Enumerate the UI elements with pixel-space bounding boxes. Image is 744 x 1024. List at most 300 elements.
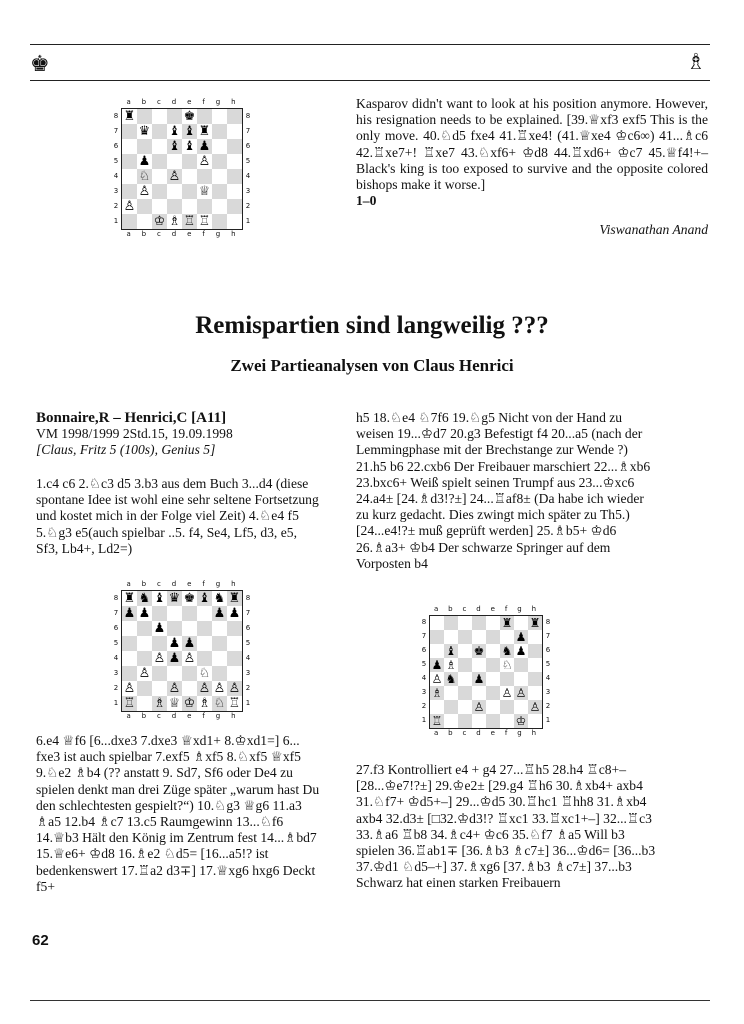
board-square	[152, 169, 167, 184]
file-label: c	[462, 729, 467, 737]
board-square	[227, 169, 242, 184]
rank-label: 3	[113, 186, 119, 195]
file-label: g	[215, 98, 221, 106]
file-label: e	[490, 605, 495, 613]
board-square	[486, 616, 500, 630]
left-paragraph-2: 6.e4 ♕f6 [6...dxe3 7.dxe3 ♕xd1+ 8.♔xd1=] 6... fxe3 ist auch spielbar 7.exf5 ♗xf5 8.♘xf5 ♕xf5 9.♘e2 ♗b4 (?? anstatt 9. Sd7, Sf6 oder De4 zu spielen denkt man drei Züge später „warum hast Du den schlechtesten gespielt?“) 10.♘g3 ♕g6 11.a3 ♗a5 12.b4 ♗c7 13.c5 Raumgewinn 13...♘f6 14.♕b3 Hält den König im Zentrum fest 14...♗bd7 15.♕e6+ ♔d8 16.♗e2 ♘d5= [16...a5!? ist bedenkenswert 17.♖a2 d3∓] 17.♕xg6 hxg6 Deckt f5+	[36, 733, 320, 894]
rank-label: 8	[421, 618, 427, 626]
board-square	[212, 666, 227, 681]
board-grid	[121, 108, 243, 230]
board-rank-labels-right	[244, 108, 252, 228]
chess-piece: ♘	[213, 696, 226, 711]
rank-label: 5	[545, 660, 551, 668]
chess-piece: ♔	[183, 696, 196, 711]
rank-label: 1	[545, 716, 551, 724]
chess-piece: ♝	[153, 591, 166, 606]
file-label: d	[476, 729, 481, 737]
board-square	[167, 199, 182, 214]
board-file-labels-bottom	[121, 230, 241, 239]
chess-piece: ♙	[138, 184, 151, 199]
chess-piece: ♟	[228, 606, 241, 621]
file-label: c	[462, 605, 467, 613]
board-square	[458, 700, 472, 714]
board-square	[122, 666, 137, 681]
board-square	[458, 686, 472, 700]
file-label: b	[141, 98, 147, 106]
chess-piece: ♖	[123, 696, 136, 711]
file-label: a	[126, 712, 131, 720]
board-file-labels-top	[121, 580, 241, 589]
board-square	[486, 658, 500, 672]
board-square	[212, 154, 227, 169]
board-square	[500, 714, 514, 728]
board-square	[182, 154, 197, 169]
chess-piece: ♙	[168, 681, 181, 696]
left-paragraph-1: 1.c4 c6 2.♘c3 d5 3.b3 aus dem Buch 3...d4 (diese spontane Idee ist wohl eine sehr seltene Fortsetzung und kostet mich in der Folge viel Zeit) 4.♘e4 f5 5.♘g3 e5(auch spielbar ..5. f4, Se4, Lf5, d3, e5, Sf3, Lb4+, Ld2=)	[36, 476, 319, 556]
chess-piece: ♚	[473, 644, 485, 658]
file-label: h	[231, 98, 236, 106]
board-square	[152, 199, 167, 214]
board-square	[212, 169, 227, 184]
board-square	[197, 109, 212, 124]
board-square	[122, 651, 137, 666]
chess-piece: ♗	[431, 686, 443, 700]
rank-label: 8	[245, 111, 251, 120]
board-square	[444, 686, 458, 700]
rank-label: 5	[245, 638, 251, 647]
chess-piece: ♙	[123, 199, 136, 214]
rank-label: 7	[245, 608, 251, 617]
chess-piece: ♟	[198, 139, 211, 154]
chess-piece: ♞	[213, 591, 226, 606]
file-label: h	[531, 605, 537, 613]
chess-piece: ♟	[473, 672, 485, 686]
board-square	[152, 606, 167, 621]
article-title: Remispartien sind langweilig ???	[195, 312, 549, 339]
board-square	[227, 636, 242, 651]
file-label: a	[126, 580, 131, 588]
file-label: b	[448, 605, 453, 613]
author-signature: Viswanathan Anand	[599, 222, 708, 237]
board-square	[152, 636, 167, 651]
chess-piece: ♚	[183, 109, 196, 124]
file-label: e	[187, 580, 192, 588]
board-square	[212, 214, 227, 229]
board-square	[182, 666, 197, 681]
article-subtitle: Zwei Partieanalysen von Claus Henrici	[230, 356, 514, 375]
board-square	[197, 606, 212, 621]
board-square	[472, 658, 486, 672]
rank-label: 3	[113, 668, 119, 677]
board-square	[137, 139, 152, 154]
rank-label: 5	[113, 638, 119, 647]
chess-piece: ♔	[153, 214, 166, 229]
chess-piece: ♗	[198, 696, 211, 711]
board-square	[167, 621, 182, 636]
board-square	[514, 658, 528, 672]
board-square	[197, 169, 212, 184]
file-label: a	[433, 729, 439, 737]
board-square	[514, 672, 528, 686]
file-label: b	[141, 580, 147, 588]
chess-piece: ♙	[529, 700, 541, 714]
game-event: VM 1998/1999 2Std.15, 19.09.1998	[36, 426, 233, 442]
rank-label: 6	[545, 646, 551, 654]
board-square	[182, 199, 197, 214]
board-square	[227, 214, 242, 229]
board-square	[500, 630, 514, 644]
rank-label: 7	[421, 632, 427, 640]
board-square	[137, 199, 152, 214]
board-square	[197, 199, 212, 214]
board-square	[182, 606, 197, 621]
chess-piece: ♙	[228, 681, 241, 696]
file-label: f	[202, 712, 205, 720]
file-label: e	[187, 98, 192, 106]
chess-piece: ♗	[445, 658, 457, 672]
file-label: d	[171, 98, 177, 106]
board-square	[137, 621, 152, 636]
file-label: g	[215, 712, 221, 720]
chess-piece: ♟	[183, 636, 196, 651]
rank-label: 3	[245, 186, 251, 195]
board-rank-labels-right	[544, 615, 552, 727]
board-square	[528, 672, 542, 686]
board-square	[152, 124, 167, 139]
rank-label: 5	[113, 156, 119, 165]
board-square	[514, 616, 528, 630]
chess-piece: ♟	[123, 606, 136, 621]
board-square	[458, 672, 472, 686]
board-square	[212, 199, 227, 214]
chess-piece: ♕	[168, 696, 181, 711]
rank-label: 1	[113, 216, 119, 225]
file-label: b	[141, 230, 147, 238]
file-label: h	[231, 230, 236, 238]
rank-label: 2	[421, 702, 427, 710]
rank-label: 4	[421, 674, 427, 682]
board-square	[197, 636, 212, 651]
chess-piece: ♜	[529, 616, 541, 630]
rank-label: 6	[113, 141, 119, 150]
file-label: g	[215, 580, 221, 588]
chess-piece: ♛	[168, 591, 181, 606]
board-square	[444, 616, 458, 630]
board-square	[122, 184, 137, 199]
chess-piece: ♗	[153, 696, 166, 711]
board-square	[227, 651, 242, 666]
board-square	[458, 644, 472, 658]
board-square	[486, 686, 500, 700]
file-label: f	[202, 98, 205, 106]
board-square	[472, 714, 486, 728]
board-rank-labels-left	[112, 590, 120, 710]
board-square	[167, 606, 182, 621]
board-square	[444, 700, 458, 714]
chess-piece: ♛	[138, 124, 151, 139]
board-square	[486, 630, 500, 644]
chess-piece: ♙	[168, 169, 181, 184]
board-square	[122, 636, 137, 651]
chess-piece: ♙	[138, 666, 151, 681]
rank-label: 4	[245, 653, 251, 662]
board-square	[212, 184, 227, 199]
board-square	[122, 139, 137, 154]
chess-piece: ♟	[168, 651, 181, 666]
chess-piece: ♝	[168, 139, 181, 154]
board-square	[528, 686, 542, 700]
chess-piece: ♙	[473, 700, 485, 714]
board-square	[444, 714, 458, 728]
board-square	[227, 139, 242, 154]
annotation-text: Kasparov didn't want to look at his position anymore. However, his resignation needs to be explained. [39.♕xf3 exf5 This is the only move. 40.♘d5 fxe4 41.♖xe4! (41.♕xe4 ♔c6∞) 41...♗c6 42.♖xe7+! ♖xe7 43.♘xf6+ ♔d8 44.♖xd6+ ♔c7 45.♕f4!+– Black's king is too exposed to survive and the opposite colored bishops make it worse.]	[356, 96, 708, 193]
chess-piece: ♙	[153, 651, 166, 666]
board-rank-labels-right	[244, 590, 252, 710]
file-label: f	[202, 230, 205, 238]
file-label: e	[187, 712, 192, 720]
file-label: c	[157, 98, 161, 106]
chess-piece: ♖	[228, 696, 241, 711]
board-square	[197, 651, 212, 666]
chess-piece: ♚	[183, 591, 196, 606]
board-grid	[429, 615, 543, 729]
file-label: d	[171, 580, 177, 588]
chess-piece: ♙	[198, 154, 211, 169]
game-result: 1–0	[356, 193, 377, 209]
footer-rule	[30, 1000, 710, 1001]
file-label: a	[433, 605, 439, 613]
rank-label: 1	[245, 698, 251, 707]
board-square	[152, 139, 167, 154]
rank-label: 8	[113, 593, 119, 602]
chess-piece: ♘	[198, 666, 211, 681]
board-square	[458, 616, 472, 630]
board-square	[458, 714, 472, 728]
chess-diagram-1	[112, 98, 252, 238]
file-label: c	[157, 230, 161, 238]
rank-label: 4	[113, 171, 119, 180]
board-square	[430, 616, 444, 630]
board-square	[227, 621, 242, 636]
board-file-labels-bottom	[121, 712, 241, 721]
file-label: h	[231, 580, 236, 588]
board-square	[458, 630, 472, 644]
rank-label: 6	[113, 623, 119, 632]
board-square	[528, 644, 542, 658]
chess-piece: ♙	[431, 672, 443, 686]
right-paragraph-2: 27.f3 Kontrolliert e4 + g4 27...♖h5 28.h4 ♖c8+– [28...♔e7!?±] 29.♔e2± [29.g4 ♖h6 30.♗xb4+ axb4 31.♘f7+ ♔d5+–] 29...♔d5 30.♖hc1 ♖hh8 31.♗xb4 axb4 32.d3± [□32.♔d3!? ♖xc1 33.♖xc1+–] 32...♖c3 33.♗a6 ♖b8 34.♗c4+ ♔c6 35.♘f7 ♗a5 Will b3 spielen 36.♖ab1∓ [36.♗b3 ♗c7±] 36...♔d6= [36...b3 37.♔d1 ♘d5–+] 37.♗xg6 [37.♗b3 ♗c7±] 37...b3 Schwarz hat einen starken Freibauern	[356, 762, 656, 891]
board-square	[137, 696, 152, 711]
chess-piece: ♘	[501, 658, 513, 672]
rank-label: 2	[545, 702, 551, 710]
chess-piece: ♜	[501, 616, 513, 630]
rank-label: 7	[113, 608, 119, 617]
board-square	[514, 700, 528, 714]
board-square	[212, 109, 227, 124]
white-bishop-icon: ♗	[686, 50, 706, 75]
board-square	[486, 672, 500, 686]
rank-label: 1	[113, 698, 119, 707]
board-square	[212, 621, 227, 636]
file-label: a	[126, 230, 131, 238]
chess-piece: ♟	[515, 630, 527, 644]
chess-piece: ♜	[228, 591, 241, 606]
board-square	[227, 154, 242, 169]
board-square	[528, 714, 542, 728]
file-label: g	[517, 729, 522, 737]
chess-piece: ♝	[168, 124, 181, 139]
board-square	[137, 109, 152, 124]
board-square	[137, 214, 152, 229]
black-king-icon: ♚	[30, 52, 50, 77]
rank-label: 6	[421, 646, 427, 654]
board-grid	[121, 590, 243, 712]
chess-piece: ♘	[138, 169, 151, 184]
board-square	[500, 700, 514, 714]
file-label: b	[141, 712, 147, 720]
chess-piece: ♟	[153, 621, 166, 636]
board-square	[430, 700, 444, 714]
board-square	[137, 651, 152, 666]
board-square	[182, 621, 197, 636]
board-square	[122, 621, 137, 636]
board-square	[167, 184, 182, 199]
game-annotator: [Claus, Fritz 5 (100s), Genius 5]	[36, 442, 216, 458]
board-square	[430, 644, 444, 658]
board-square	[122, 154, 137, 169]
file-label: c	[157, 580, 161, 588]
file-label: f	[504, 729, 508, 737]
board-square	[212, 139, 227, 154]
chess-piece: ♝	[198, 591, 211, 606]
board-rank-labels-left	[420, 615, 428, 727]
board-square	[212, 124, 227, 139]
chess-piece: ♜	[123, 109, 136, 124]
page-number: 62	[32, 932, 49, 949]
board-square	[122, 214, 137, 229]
board-square	[528, 658, 542, 672]
board-square	[458, 658, 472, 672]
chess-piece: ♝	[183, 124, 196, 139]
file-label: d	[171, 712, 177, 720]
board-square	[227, 666, 242, 681]
board-square	[472, 616, 486, 630]
rank-label: 4	[245, 171, 251, 180]
file-label: f	[504, 605, 508, 613]
rank-label: 3	[545, 688, 551, 696]
file-label: g	[215, 230, 221, 238]
chess-piece: ♝	[445, 644, 457, 658]
board-square	[167, 154, 182, 169]
chess-piece: ♗	[168, 214, 181, 229]
rank-label: 5	[245, 156, 251, 165]
rank-label: 8	[113, 111, 119, 120]
rank-label: 2	[113, 201, 119, 210]
rank-label: 2	[245, 201, 251, 210]
board-square	[152, 666, 167, 681]
chess-diagram-2	[112, 580, 252, 720]
rank-label: 5	[421, 660, 427, 668]
rank-label: 4	[113, 653, 119, 662]
board-square	[122, 169, 137, 184]
board-square	[182, 169, 197, 184]
file-label: d	[171, 230, 177, 238]
board-square	[212, 636, 227, 651]
chess-piece: ♙	[123, 681, 136, 696]
board-square	[227, 199, 242, 214]
board-file-labels-top	[429, 605, 541, 614]
chess-piece: ♟	[138, 154, 151, 169]
rank-label: 2	[245, 683, 251, 692]
board-square	[152, 184, 167, 199]
board-square	[486, 644, 500, 658]
board-square	[137, 681, 152, 696]
board-square	[197, 621, 212, 636]
chess-piece: ♙	[213, 681, 226, 696]
rank-label: 7	[545, 632, 551, 640]
board-square	[472, 630, 486, 644]
rank-label: 8	[245, 593, 251, 602]
chess-piece: ♙	[198, 681, 211, 696]
chess-piece: ♙	[501, 686, 513, 700]
board-square	[227, 124, 242, 139]
file-label: f	[202, 580, 205, 588]
header-bottom-rule	[30, 80, 710, 81]
chess-piece: ♔	[515, 714, 527, 728]
file-label: g	[517, 605, 522, 613]
game-players: Bonnaire,R – Henrici,C [A11]	[36, 410, 227, 426]
board-square	[182, 681, 197, 696]
rank-label: 7	[245, 126, 251, 135]
header-top-rule	[30, 44, 710, 45]
board-square	[430, 630, 444, 644]
rank-label: 6	[245, 141, 251, 150]
chess-piece: ♕	[198, 184, 211, 199]
chess-piece: ♟	[168, 636, 181, 651]
board-square	[122, 124, 137, 139]
board-square	[227, 184, 242, 199]
chess-piece: ♟	[138, 606, 151, 621]
board-square	[182, 184, 197, 199]
board-square	[486, 714, 500, 728]
file-label: h	[231, 712, 236, 720]
board-file-labels-top	[121, 98, 241, 107]
rank-label: 2	[113, 683, 119, 692]
chess-piece: ♞	[138, 591, 151, 606]
rank-label: 3	[421, 688, 427, 696]
chess-piece: ♖	[431, 714, 443, 728]
board-square	[212, 651, 227, 666]
chess-piece: ♙	[515, 686, 527, 700]
rank-label: 3	[245, 668, 251, 677]
file-label: e	[490, 729, 495, 737]
board-rank-labels-left	[112, 108, 120, 228]
chess-piece: ♖	[183, 214, 196, 229]
chess-diagram-3	[420, 605, 550, 745]
file-label: a	[126, 98, 131, 106]
rank-label: 4	[545, 674, 551, 682]
board-square	[500, 672, 514, 686]
file-label: c	[157, 712, 161, 720]
board-square	[528, 630, 542, 644]
board-square	[152, 681, 167, 696]
board-square	[137, 636, 152, 651]
chess-piece: ♟	[213, 606, 226, 621]
file-label: b	[448, 729, 453, 737]
chess-piece: ♖	[198, 214, 211, 229]
chess-piece: ♞	[445, 672, 457, 686]
file-label: h	[531, 729, 537, 737]
